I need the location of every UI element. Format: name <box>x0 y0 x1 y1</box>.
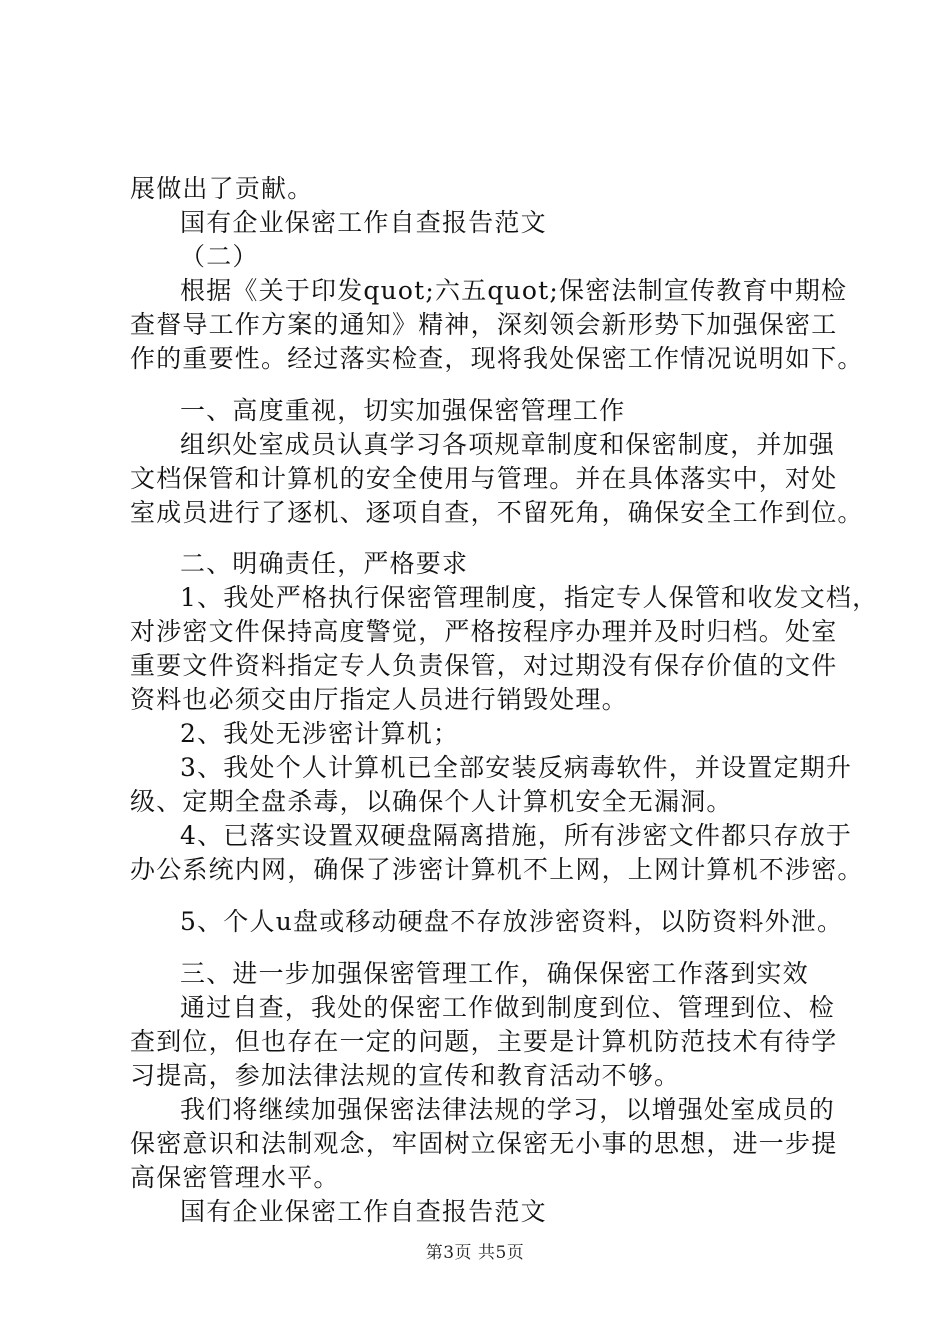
body-line: 资料也必须交由厅指定人员进行销毁处理。 <box>130 685 628 714</box>
body-line: 3、我处个人计算机已全部安装反病毒软件，并设置定期升 <box>180 753 853 782</box>
body-line: 4、已落实设置双硬盘隔离措施，所有涉密文件都只存放于 <box>180 821 853 850</box>
body-line: 文档保管和计算机的安全使用与管理。并在具体落实中，对处 <box>130 464 838 493</box>
section-number: （二） <box>180 242 259 271</box>
body-line: 5、个人u盘或移动硬盘不存放涉密资料，以防资料外泄。 <box>180 907 844 936</box>
body-line: 根据《关于印发quot;六五quot;保密法制宣传教育中期检 <box>180 276 848 305</box>
body-line: 我们将继续加强保密法律法规的学习，以增强处室成员的 <box>180 1095 836 1124</box>
body-line: 习提高，参加法律法规的宣传和教育活动不够。 <box>130 1061 681 1090</box>
section-title: 国有企业保密工作自查报告范文 <box>180 208 547 237</box>
body-line: 2、我处无涉密计算机； <box>180 719 460 748</box>
body-line: 办公系统内网，确保了涉密计算机不上网，上网计算机不涉密。 <box>130 855 864 884</box>
body-line: 对涉密文件保持高度警觉，严格按程序办理并及时归档。处室 <box>130 617 838 646</box>
heading-3: 三、进一步加强保密管理工作，确保保密工作落到实效 <box>180 959 809 988</box>
section-title: 国有企业保密工作自查报告范文 <box>180 1197 547 1226</box>
heading-2: 二、明确责任，严格要求 <box>180 549 469 578</box>
body-line: 组织处室成员认真学习各项规章制度和保密制度，并加强 <box>180 430 836 459</box>
body-line: 高保密管理水平。 <box>130 1163 340 1192</box>
body-line: 室成员进行了逐机、逐项自查，不留死角，确保安全工作到位。 <box>130 498 864 527</box>
heading-1: 一、高度重视，切实加强保密管理工作 <box>180 396 626 425</box>
body-line: 通过自查，我处的保密工作做到制度到位、管理到位、检 <box>180 993 836 1022</box>
body-line: 查督导工作方案的通知》精神，深刻领会新形势下加强保密工 <box>130 310 838 339</box>
body-line: 级、定期全盘杀毒，以确保个人计算机安全无漏洞。 <box>130 787 733 816</box>
page-footer: 第3页 共5页 <box>425 1243 525 1263</box>
body-line: 查到位，但也存在一定的问题，主要是计算机防范技术有待学 <box>130 1027 838 1056</box>
body-line: 重要文件资料指定专人负责保管，对过期没有保存价值的文件 <box>130 651 838 680</box>
body-line: 保密意识和法制观念，牢固树立保密无小事的思想，进一步提 <box>130 1129 838 1158</box>
body-line: 展做出了贡献。 <box>130 174 314 203</box>
body-line: 作的重要性。经过落实检查，现将我处保密工作情况说明如下。 <box>130 344 864 373</box>
body-line: 1、我处严格执行保密管理制度，指定专人保管和收发文档， <box>180 583 879 612</box>
